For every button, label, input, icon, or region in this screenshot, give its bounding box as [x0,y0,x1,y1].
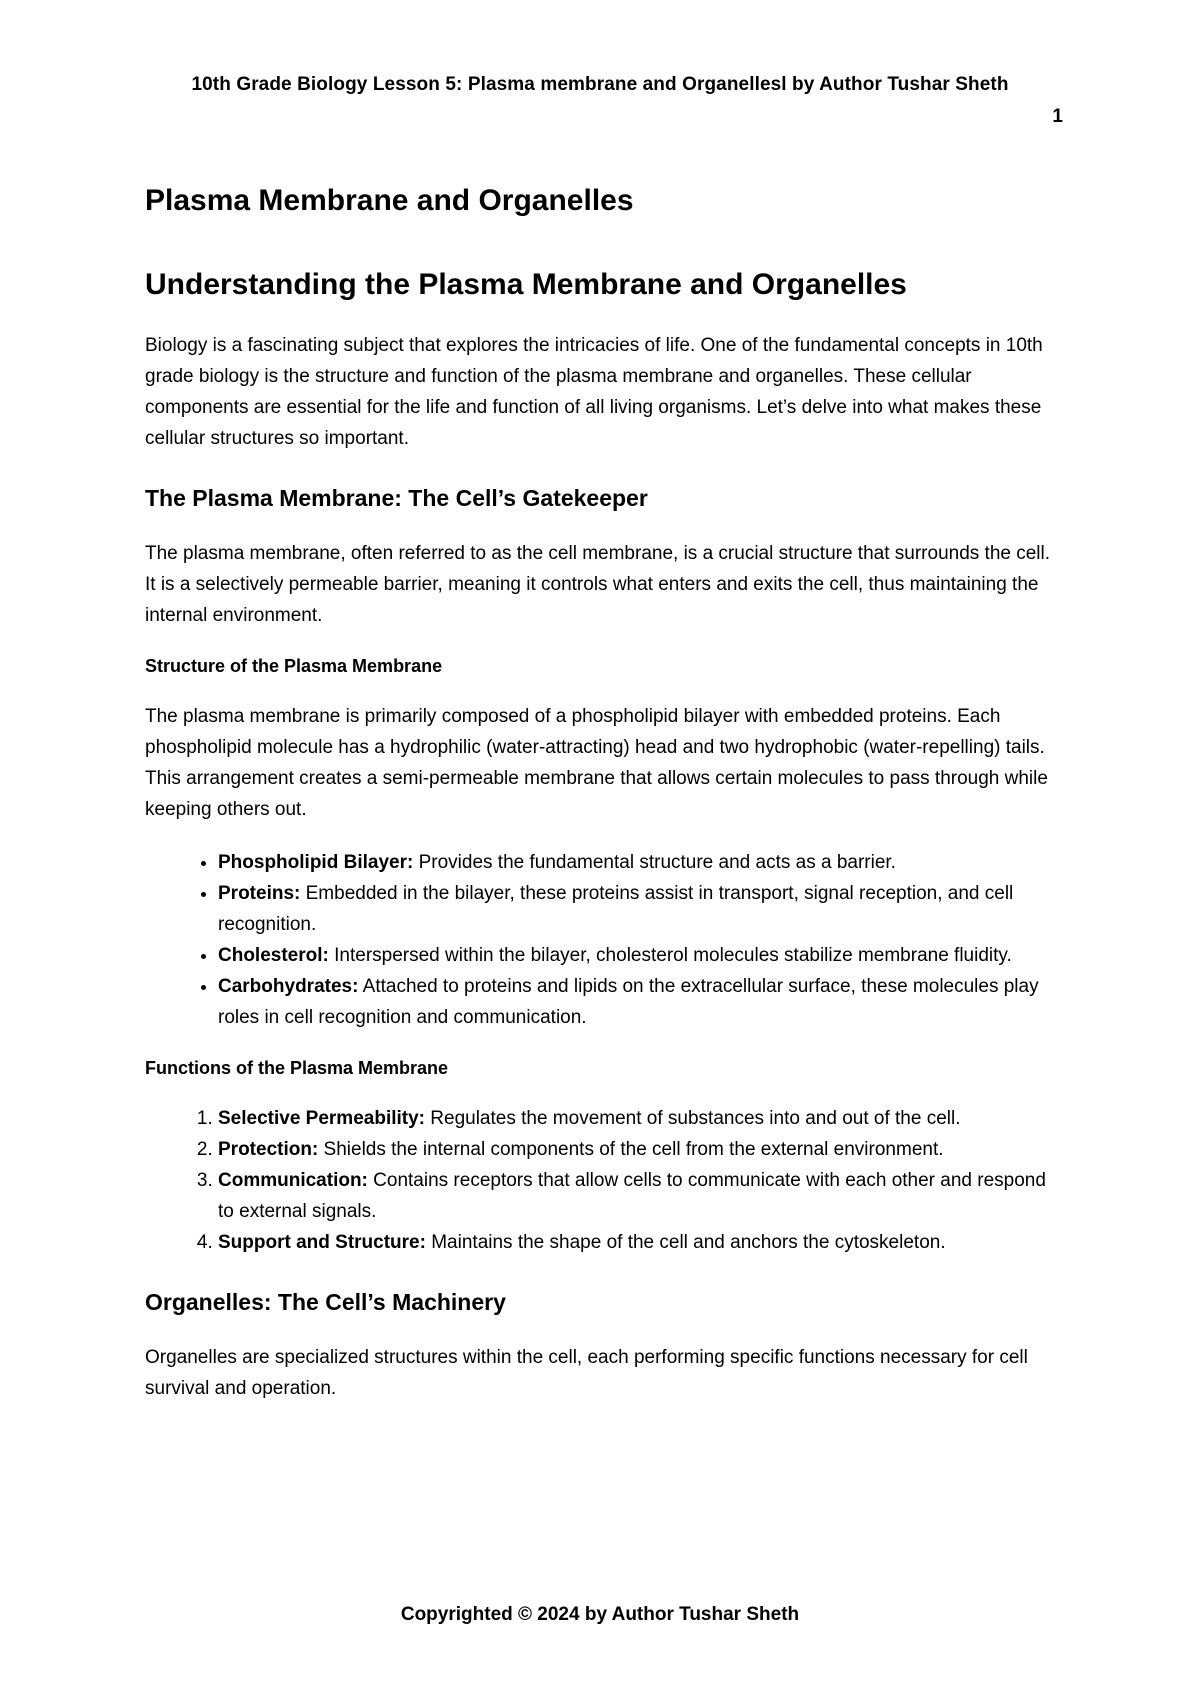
list-item [218,1227,1065,1258]
functions-heading: Functions of the Plasma Membrane [145,1058,449,1078]
structure-heading: Structure of the Plasma Membrane [145,656,443,676]
copyright-footer: Copyrighted © 2024 by Author Tushar Sheth [400,1604,800,1625]
list-item [218,878,1065,940]
section-heading-organelles: Organelles: The Cell’s Machinery [145,1289,506,1315]
list-item [218,847,1065,878]
page-subtitle: Understanding the Plasma Membrane and Organelles [145,268,907,301]
list-item [218,1103,1065,1134]
section-heading-plasma-membrane: The Plasma Membrane: The Cell’s Gatekeeper [145,485,648,511]
structure-list [145,847,1065,1033]
list-item-term: Support and Structure: [218,1232,426,1253]
list-item-text: Provides the fundamental structure and acts as a barrier. [413,852,896,873]
structure-paragraph: The plasma membrane is primarily composed of a phospholipid bilayer with embedded proteins. Each phospholipid molecule has a hydrophilic (water-attracting) head and two hydrophobic (water-repelling) tails. This arrangement creates a semi-permeable membrane that allows certain molecules to pass through while keeping others out. [145,706,1048,820]
organelles-paragraph: Organelles are specialized structures within the cell, each performing specific functions necessary for cell survival and operation. [145,1347,1028,1399]
list-item-term: Phospholipid Bilayer: [218,852,414,873]
list-item [218,940,1065,971]
functions-list [145,1103,1065,1258]
list-item-text: Maintains the shape of the cell and anchors the cytoskeleton. [425,1232,946,1253]
list-item-text: Interspersed within the bilayer, cholesterol molecules stabilize membrane fluidity. [328,945,1012,966]
list-item-text: Regulates the movement of substances into and out of the cell. [425,1108,961,1129]
document-body [145,180,1065,1426]
running-header: 10th Grade Biology Lesson 5: Plasma membrane and Organellesl by Author Tushar Sheth [191,74,1009,95]
intro-paragraph: Biology is a fascinating subject that explores the intricacies of life. One of the fundamental concepts in 10th grade biology is the structure and function of the plasma membrane and organelles. These cellular components are essential for the life and function of all living organisms. Let’s delve into what makes these cellular structures so important. [145,335,1043,449]
page-title: Plasma Membrane and Organelles [145,184,634,217]
list-item-term: Communication: [218,1170,368,1191]
list-item-text: Shields the internal components of the cell from the external environment. [318,1139,944,1160]
list-item-term: Carbohydrates: [218,976,359,997]
list-item-text: Contains receptors that allow cells to communicate with each other and respond to external signals. [218,1170,1046,1222]
list-item [218,1165,1065,1227]
list-item-text: Attached to proteins and lipids on the extracellular surface, these molecules play roles in cell recognition and communication. [218,976,1039,1028]
list-item-term: Cholesterol: [218,945,329,966]
list-item-term: Proteins: [218,883,301,904]
plasma-membrane-paragraph: The plasma membrane, often referred to as the cell membrane, is a crucial structure that surrounds the cell. It is a selectively permeable barrier, meaning it controls what enters and exits the cell, thus maintaining the internal environment. [145,543,1051,626]
list-item-text: Embedded in the bilayer, these proteins assist in transport, signal reception, and cell recognition. [218,883,1014,935]
list-item [218,971,1065,1033]
page-number: 1 [1052,106,1063,127]
list-item-term: Protection: [218,1139,319,1160]
list-item-term: Selective Permeability: [218,1108,425,1129]
list-item [218,1134,1065,1165]
